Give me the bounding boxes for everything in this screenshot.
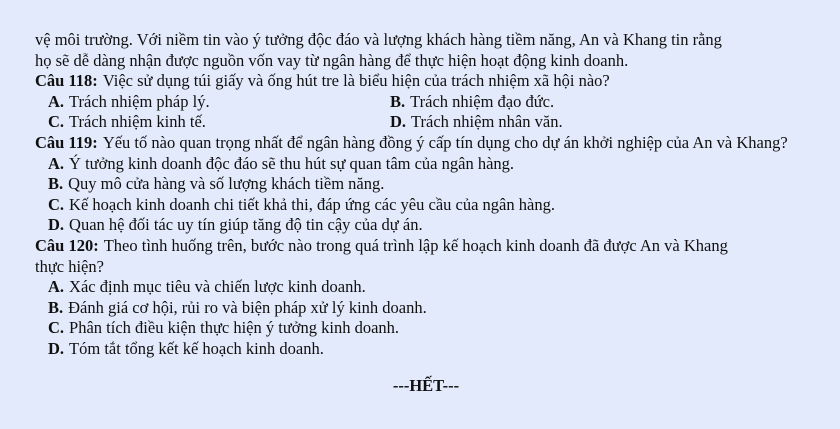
option-letter: D. bbox=[48, 215, 65, 235]
option-text: Trách nhiệm pháp lý. bbox=[69, 91, 210, 111]
answer-options bbox=[48, 92, 817, 133]
answer-option-c bbox=[48, 195, 817, 216]
answer-option-a bbox=[48, 277, 817, 298]
paragraph-line: vệ môi trường. Với niềm tin vào ý tưởng độc đáo và lượng khách hàng tiềm năng, An và Khang tin rằng bbox=[35, 30, 722, 49]
option-letter: C. bbox=[48, 194, 65, 214]
question-number: Câu 119: bbox=[35, 132, 98, 152]
option-letter: B. bbox=[48, 174, 64, 194]
option-text: Trách nhiệm nhân văn. bbox=[411, 112, 563, 132]
question-block-119 bbox=[35, 133, 817, 236]
option-text: Quan hệ đối tác uy tín giúp tăng độ tin cậy của dự án. bbox=[69, 215, 423, 235]
continuation-paragraph bbox=[35, 30, 817, 71]
question-number: Câu 120: bbox=[35, 235, 99, 255]
answer-option-d bbox=[48, 339, 817, 360]
option-letter: A. bbox=[48, 277, 65, 297]
answer-option-d bbox=[390, 112, 817, 133]
answer-option-b bbox=[48, 298, 817, 319]
question-number: Câu 118: bbox=[35, 71, 98, 91]
question-text-line bbox=[35, 236, 817, 257]
question-text: Yếu tố nào quan trọng nhất để ngân hàng đồng ý cấp tín dụng cho dự án khởi nghiệp của An và Khang? bbox=[102, 132, 788, 152]
option-text: Xác định mục tiêu và chiến lược kinh doanh. bbox=[69, 277, 366, 297]
answer-option-d bbox=[48, 215, 817, 236]
option-text: Đánh giá cơ hội, rủi ro và biện pháp xử lý kinh doanh. bbox=[68, 297, 427, 317]
end-marker: ---HẾT--- bbox=[392, 375, 460, 395]
option-letter: A. bbox=[48, 153, 65, 173]
option-text: Tóm tắt tổng kết kế hoạch kinh doanh. bbox=[69, 338, 324, 358]
option-text: Kế hoạch kinh doanh chi tiết khả thi, đáp ứng các yêu cầu của ngân hàng. bbox=[69, 194, 555, 214]
option-text: Trách nhiệm kinh tế. bbox=[69, 112, 206, 132]
option-letter: D. bbox=[390, 112, 407, 132]
question-text-line bbox=[35, 133, 817, 154]
option-text: Ý tưởng kinh doanh độc đáo sẽ thu hút sự quan tâm của ngân hàng. bbox=[69, 153, 515, 173]
answer-option-c bbox=[48, 112, 390, 133]
question-block-120 bbox=[35, 236, 817, 360]
option-letter: B. bbox=[390, 91, 406, 111]
option-letter: C. bbox=[48, 112, 65, 132]
question-text: Theo tình huống trên, bước nào trong quá trình lập kế hoạch kinh doanh đã được An và Khang bbox=[103, 235, 728, 255]
option-text: Trách nhiệm đạo đức. bbox=[410, 91, 555, 111]
answer-option-b bbox=[48, 174, 817, 195]
paragraph-line: họ sẽ dễ dàng nhận được nguồn vốn vay từ ngân hàng để thực hiện hoạt động kinh doanh. bbox=[35, 50, 629, 70]
option-letter: D. bbox=[48, 338, 65, 358]
answer-option-a bbox=[48, 154, 817, 175]
answer-option-b bbox=[390, 92, 817, 113]
answer-options bbox=[48, 154, 817, 236]
option-letter: C. bbox=[48, 318, 65, 338]
answer-options bbox=[48, 277, 817, 359]
question-text-line: thực hiện? bbox=[35, 256, 104, 276]
question-text-line bbox=[35, 71, 817, 92]
option-text: Phân tích điều kiện thực hiện ý tưởng kinh doanh. bbox=[69, 318, 400, 338]
question-block-118 bbox=[35, 71, 817, 133]
answer-option-c bbox=[48, 318, 817, 339]
question-text: Việc sử dụng túi giấy và ống hút tre là biểu hiện của trách nhiệm xã hội nào? bbox=[102, 71, 610, 91]
option-letter: A. bbox=[48, 91, 65, 111]
option-letter: B. bbox=[48, 297, 64, 317]
option-text: Quy mô cửa hàng và số lượng khách tiềm năng. bbox=[68, 174, 385, 194]
answer-option-a bbox=[48, 92, 390, 113]
